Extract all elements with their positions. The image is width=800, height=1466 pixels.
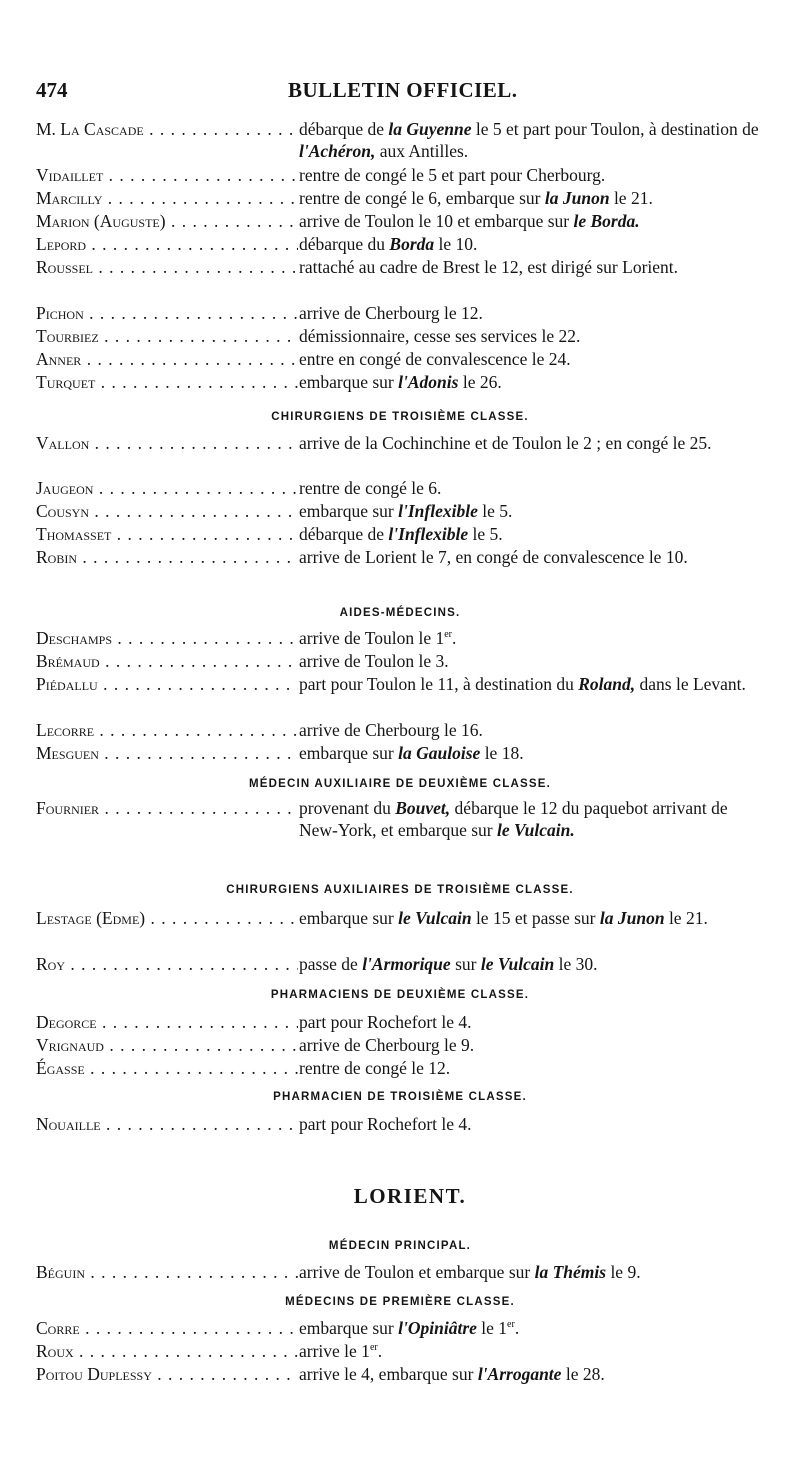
- entry-description: arrive de Toulon et embarque sur la Thémis le 9.: [299, 1262, 641, 1282]
- section-heading-med-principal: MÉDECIN PRINCIPAL.: [328, 1240, 472, 1252]
- entry-description: arrive de Cherbourg le 12.: [299, 303, 483, 323]
- ship-name: Bouvet,: [395, 798, 451, 818]
- entry-name: Lecorre . . .: [36, 719, 298, 741]
- entry-description: arrive de Toulon le 10 et embarque sur le Borda.: [299, 211, 640, 231]
- entry-description: arrive de Lorient le 7, en congé de convalescence le 10.: [299, 547, 688, 567]
- ship-name: l'Opiniâtre: [398, 1318, 477, 1338]
- entry-description: arrive de Toulon le 1er.: [299, 628, 457, 648]
- ship-name: le Borda.: [573, 211, 640, 231]
- entry-name: Robin . . .: [36, 546, 298, 568]
- entry-description: entre en congé de convalescence le 24.: [299, 349, 571, 369]
- entry-name: Égasse . . .: [36, 1057, 298, 1079]
- entry-name: Fournier . . .: [36, 797, 298, 819]
- entry-name: Marcilly . . .: [36, 187, 298, 209]
- ordinal-suffix: er: [444, 629, 452, 641]
- entry-name: Vrignaud . . .: [36, 1034, 298, 1056]
- entry-description: arrive de Cherbourg le 9.: [299, 1035, 475, 1055]
- entry-name: Lepord . . .: [36, 233, 298, 255]
- entry-name: Roussel . . .: [36, 256, 298, 278]
- ship-name: l'Inflexible: [388, 524, 469, 544]
- entry-name: Brémaud . . .: [36, 650, 298, 672]
- entry-description: embarque sur le Vulcain le 15 et passe sur la Junon le 21.: [299, 908, 708, 928]
- entry-description: rentre de congé le 5 et part pour Cherbourg.: [299, 165, 606, 185]
- ship-name: la Guyenne: [388, 119, 472, 139]
- section-heading-aides: AIDES-MÉDECINS.: [339, 607, 461, 619]
- ship-name: l'Adonis: [398, 372, 459, 392]
- entry-description: arrive le 4, embarque sur l'Arrogante le 28.: [299, 1364, 605, 1384]
- entry-name: Lestage (Edme) . . .: [36, 907, 298, 929]
- section-heading-pharm3: PHARMACIEN DE TROISIÈME CLASSE.: [273, 1091, 527, 1103]
- entry-description: démissionnaire, cesse ses services le 22.: [299, 326, 581, 346]
- ship-name: le Vulcain: [480, 954, 555, 974]
- entry-description: embarque sur l'Opiniâtre le 1er.: [299, 1318, 520, 1338]
- entry-name: M. La Cascade . . .: [36, 118, 298, 140]
- entry-description: part pour Rochefort le 4.: [299, 1114, 472, 1134]
- entry-name: Tourbiez . . .: [36, 325, 298, 347]
- section-heading-med1: MÉDECINS DE PREMIÈRE CLASSE.: [285, 1296, 515, 1308]
- ship-name: l'Armorique: [362, 954, 451, 974]
- entry-description: rentre de congé le 6.: [299, 478, 442, 498]
- entry-description: rattaché au cadre de Brest le 12, est dirigé sur Lorient.: [299, 257, 679, 277]
- ship-name: le Vulcain.: [496, 820, 575, 840]
- entry-description: part pour Rochefort le 4.: [299, 1012, 472, 1032]
- entry-description: passe de l'Armorique sur le Vulcain le 30.: [299, 954, 598, 974]
- ordinal-suffix: er: [369, 1342, 378, 1354]
- ship-name: Roland,: [578, 674, 636, 694]
- ship-name: l'Achéron,: [299, 141, 376, 161]
- entry-name: Roy . . .: [36, 953, 298, 975]
- ship-name: la Gauloise: [398, 743, 481, 763]
- entry-description: part pour Toulon le 11, à destination du Roland, dans le Levant.: [299, 674, 746, 694]
- entry-description: rentre de congé le 6, embarque sur la Junon le 21.: [299, 188, 653, 208]
- section-heading-pharm2: PHARMACIENS DE DEUXIÈME CLASSE.: [270, 989, 530, 1001]
- entry-description: provenant du Bouvet, débarque le 12 du paquebot arrivant de New-York, et embarque sur le Vulcain.: [299, 798, 728, 840]
- entry-description: débarque de l'Inflexible le 5.: [299, 524, 503, 544]
- entry-name: Roux . . .: [36, 1340, 298, 1362]
- entry-description: arrive de Toulon le 3.: [299, 651, 449, 671]
- page-number: 474: [36, 78, 68, 102]
- entry-name: Vidaillet . . .: [36, 164, 298, 186]
- entry-name: Mesguen . . .: [36, 742, 298, 764]
- entry-name: Corre . . .: [36, 1317, 298, 1339]
- ship-name: la Thémis: [534, 1262, 607, 1282]
- ship-name: la Junon: [544, 188, 610, 208]
- entry-description: débarque de la Guyenne le 5 et part pour Toulon, à destination de l'Achéron, aux Antilles.: [299, 119, 759, 161]
- entry-name: Thomasset . . .: [36, 523, 298, 545]
- entry-description: arrive de Cherbourg le 16.: [299, 720, 483, 740]
- entry-description: arrive de la Cochinchine et de Toulon le 2 ; en congé le 25.: [299, 433, 712, 453]
- entry-description: embarque sur la Gauloise le 18.: [299, 743, 524, 763]
- ship-name: l'Arrogante: [477, 1364, 562, 1384]
- ship-name: le Vulcain: [398, 908, 472, 928]
- section-heading-chir-aux3: CHIRURGIENS AUXILIAIRES DE TROISIÈME CLASSE.: [226, 884, 574, 896]
- section-heading-med-aux2: MÉDECIN AUXILIAIRE DE DEUXIÈME CLASSE.: [248, 778, 552, 790]
- entry-description: embarque sur l'Inflexible le 5.: [299, 501, 513, 521]
- entry-name: Jaugeon . . .: [36, 477, 298, 499]
- running-header: [36, 78, 766, 108]
- entry-name: Turquet . . .: [36, 371, 298, 393]
- entry-name: Piédallu . . .: [36, 673, 298, 695]
- ship-name: Borda: [389, 234, 435, 254]
- entry-name: Degorce . . .: [36, 1011, 298, 1033]
- ship-name: la Junon: [599, 908, 665, 928]
- entry-description: arrive le 1er.: [299, 1341, 383, 1361]
- section-heading-chir3: CHIRURGIENS DE TROISIÈME CLASSE.: [271, 411, 529, 423]
- entry-name: Nouaille . . .: [36, 1113, 298, 1135]
- entry-name: Cousyn . . .: [36, 500, 298, 522]
- entry-name: Marion (Auguste) . . .: [36, 210, 298, 232]
- entry-description: rentre de congé le 12.: [299, 1058, 451, 1078]
- ordinal-suffix: er: [507, 1319, 515, 1331]
- entry-name: Anner . . .: [36, 348, 298, 370]
- entry-name: Béguin . . .: [36, 1261, 298, 1283]
- entry-description: débarque du Borda le 10.: [299, 234, 478, 254]
- entry-name: Vallon . . .: [36, 432, 298, 454]
- entry-description: embarque sur l'Adonis le 26.: [299, 372, 502, 392]
- running-title: BULLETIN OFFICIEL.: [288, 78, 518, 102]
- ship-name: l'Inflexible: [398, 501, 478, 521]
- port-title-lorient: LORIENT.: [353, 1184, 467, 1208]
- entry-name: Pichon . . .: [36, 302, 298, 324]
- entry-name: Poitou Duplessy . . .: [36, 1363, 298, 1385]
- entry-name: Deschamps . . .: [36, 627, 298, 649]
